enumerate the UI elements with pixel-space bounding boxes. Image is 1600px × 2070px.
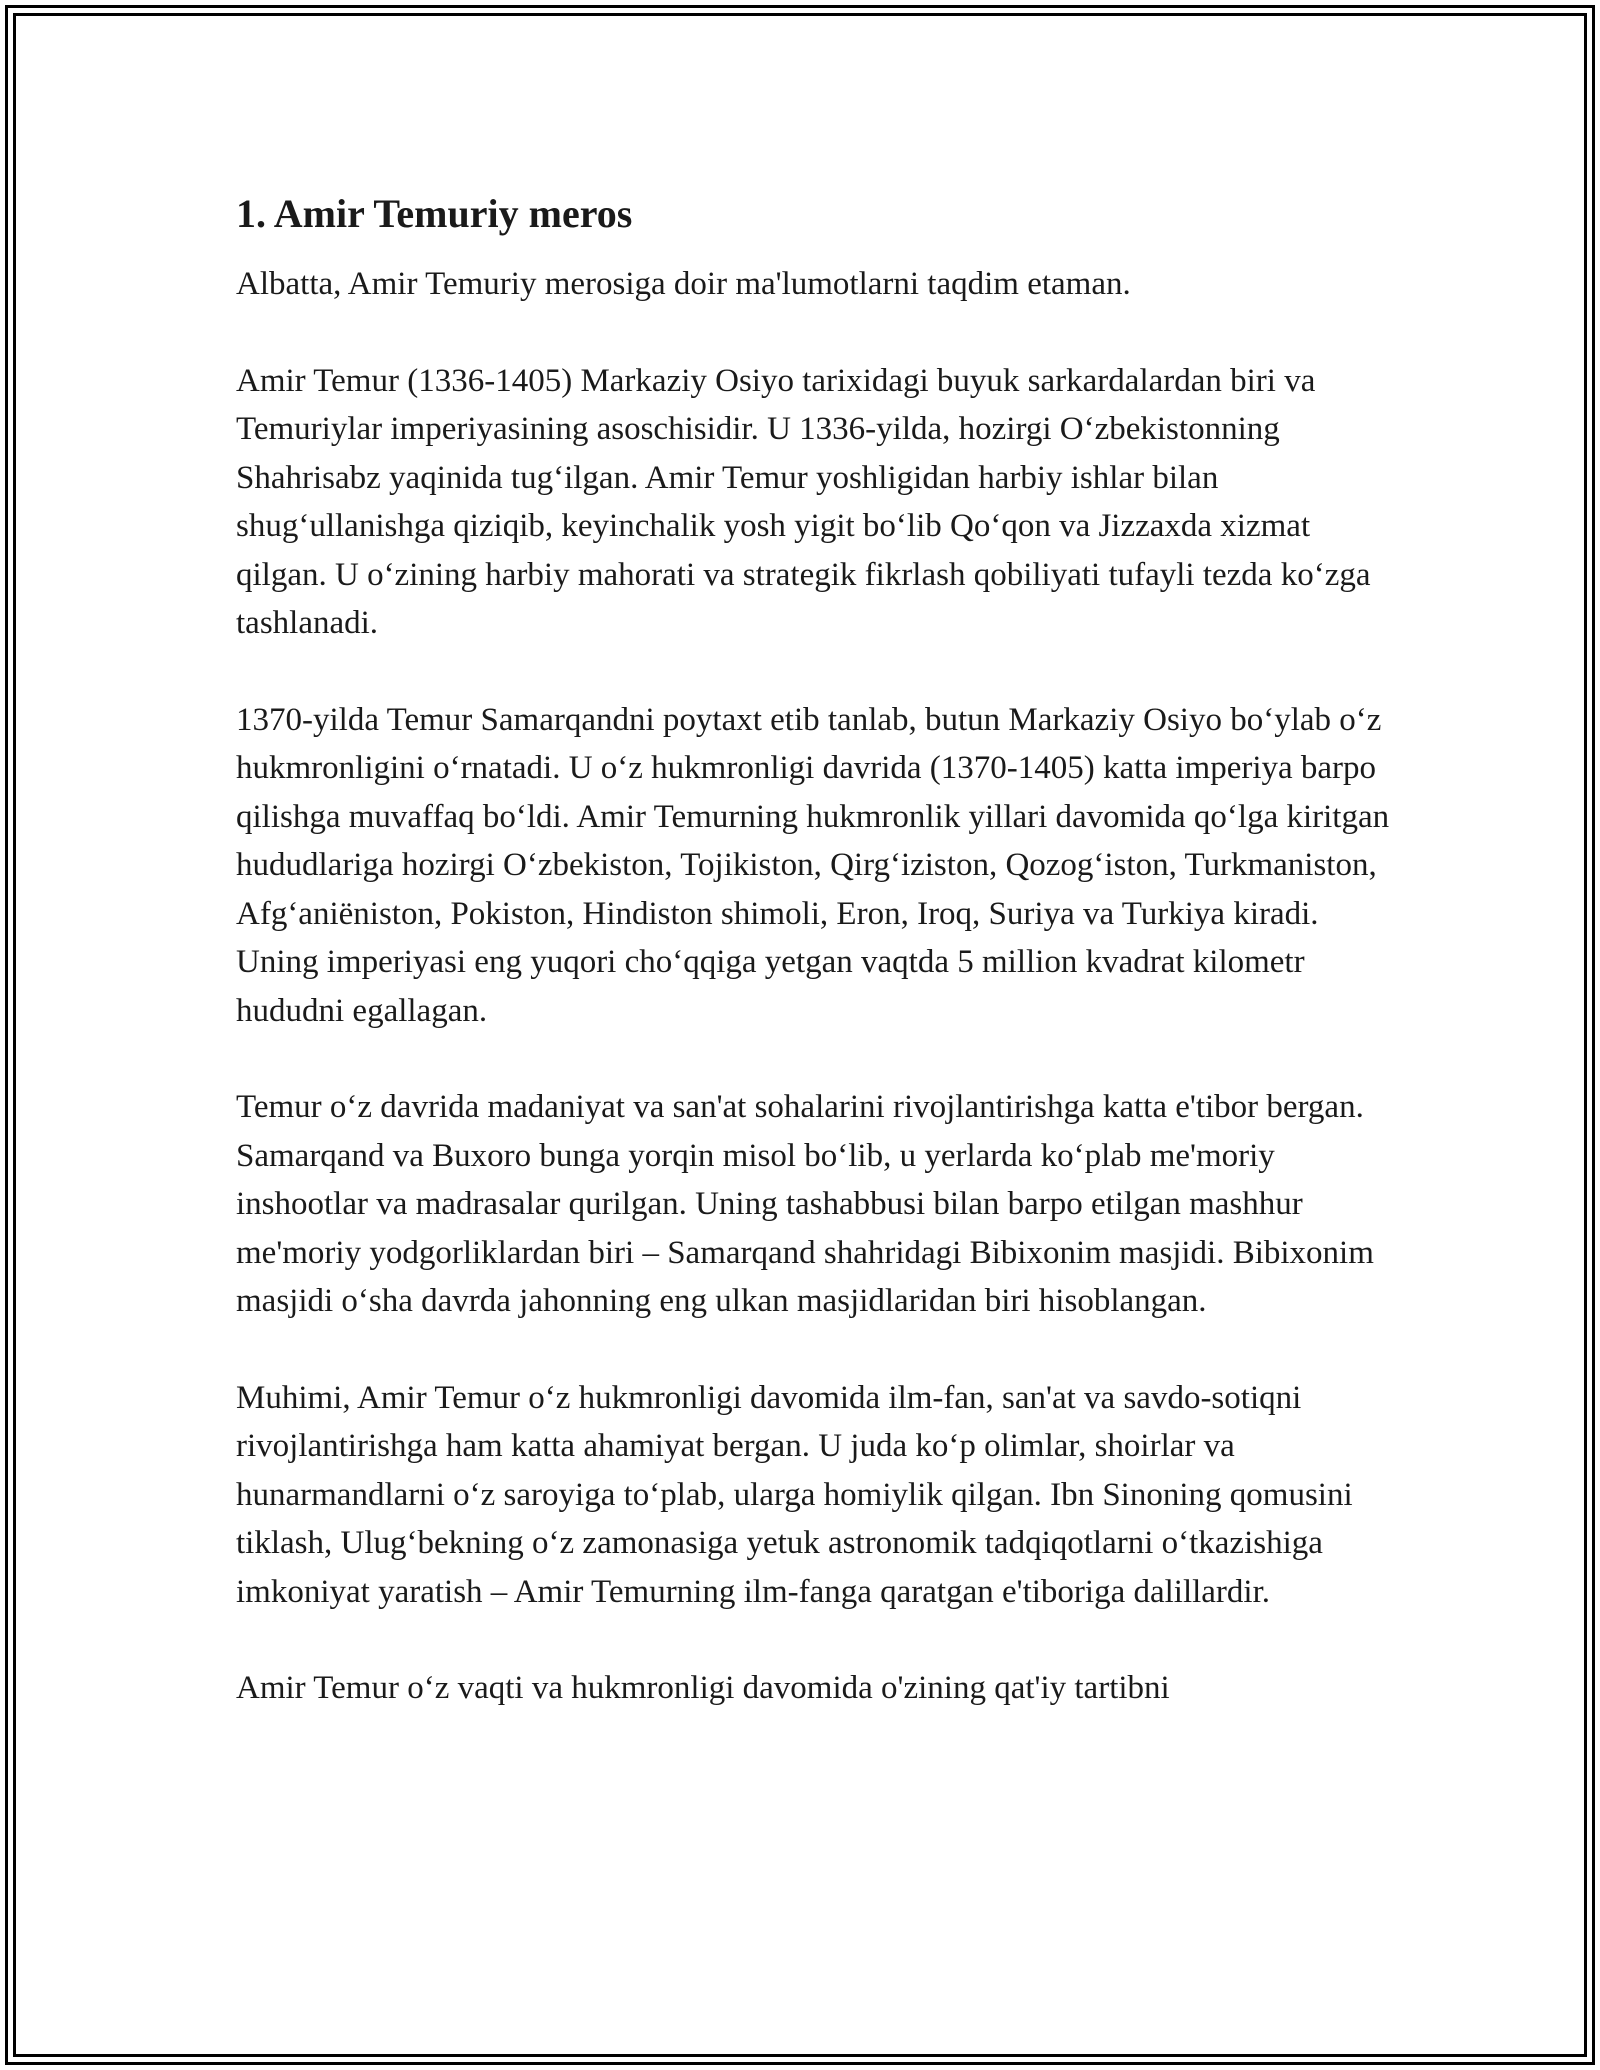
paragraph-empire: 1370-yilda Temur Samarqandni poytaxt etib tanlab, butun Markaziy Osiyo bo‘ylab o‘z hukmronligini o‘rnatadi. U o‘z hukmronligi davrida (1370-1405) katta imperiya barpo qilishga muvaffaq bo‘ldi. Amir Temurning hukmronlik yillari davomida qo‘lga kiritgan hududlariga hozirgi O‘zbekiston, Tojikiston, Qirg‘iziston, Qozog‘iston, Turkmaniston, Afg‘aniëniston, Pokiston, Hindiston shimoli, Eron, Iroq, Suriya va Turkiya kiradi. Uning imperiyasi eng yuqori cho‘qqiga yetgan vaqtda 5 million kvadrat kilometr hududni egallagan. <box>236 701 1390 1029</box>
paragraph-culture: Temur o‘z davrida madaniyat va san'at sohalarini rivojlantirishga katta e'tibor bergan. Samarqand va Buxoro bunga yorqin misol bo‘lib, u yerlarda ko‘plab me'moriy inshootlar va madrasalar qurilgan. Uning tashabbusi bilan barpo etilgan mashhur me'moriy yodgorliklardan biri – Samarqand shahridagi Bibixonim masjidi. Bibixonim masjidi o‘sha davrda jahonning eng ulkan masjidlaridan biri hisoblangan. <box>236 1089 1374 1319</box>
paragraph-order: Amir Temur o‘z vaqti va hukmronligi davomida o'zining qat'iy tartibni <box>236 1670 1170 1706</box>
paragraph-science: Muhimi, Amir Temur o‘z hukmronligi davomida ilm-fan, san'at va savdo-sotiqni rivojlantirishga ham katta ahamiyat bergan. U juda ko‘p olimlar, shoirlar va hunarmandlarni o‘z saroyiga to‘plab, ularga homiylik qilgan. Ibn Sinoning qomusini tiklash, Ulug‘bekning o‘z zamonasiga yetuk astronomik tadqiqotlarni o‘tkazishiga imkoniyat yaratish – Amir Temurning ilm-fanga qaratgan e'tiboriga dalillardir. <box>236 1379 1353 1610</box>
paragraph-intro: Albatta, Amir Temuriy merosiga doir ma'lumotlarni taqdim etaman. <box>236 266 1131 302</box>
paragraph-biography: Amir Temur (1336-1405) Markaziy Osiyo tarixidagi buyuk sarkardalardan biri va Temuriylar imperiyasining asoschisidir. U 1336-yilda, hozirgi O‘zbekistonning Shahrisabz yaqinida tug‘ilgan. Amir Temur yoshligidan harbiy ishlar bilan shug‘ullanishga qiziqib, keyinchalik yosh yigit bo‘lib Qo‘qon va Jizzaxda xizmat qilgan. U o‘zining harbiy mahorati va strategik fikrlash qobiliyati tufayli tezda ko‘zga tashlanadi. <box>236 362 1371 641</box>
document-title: 1. Amir Temuriy meros <box>236 191 633 236</box>
document-body <box>236 188 1406 1761</box>
